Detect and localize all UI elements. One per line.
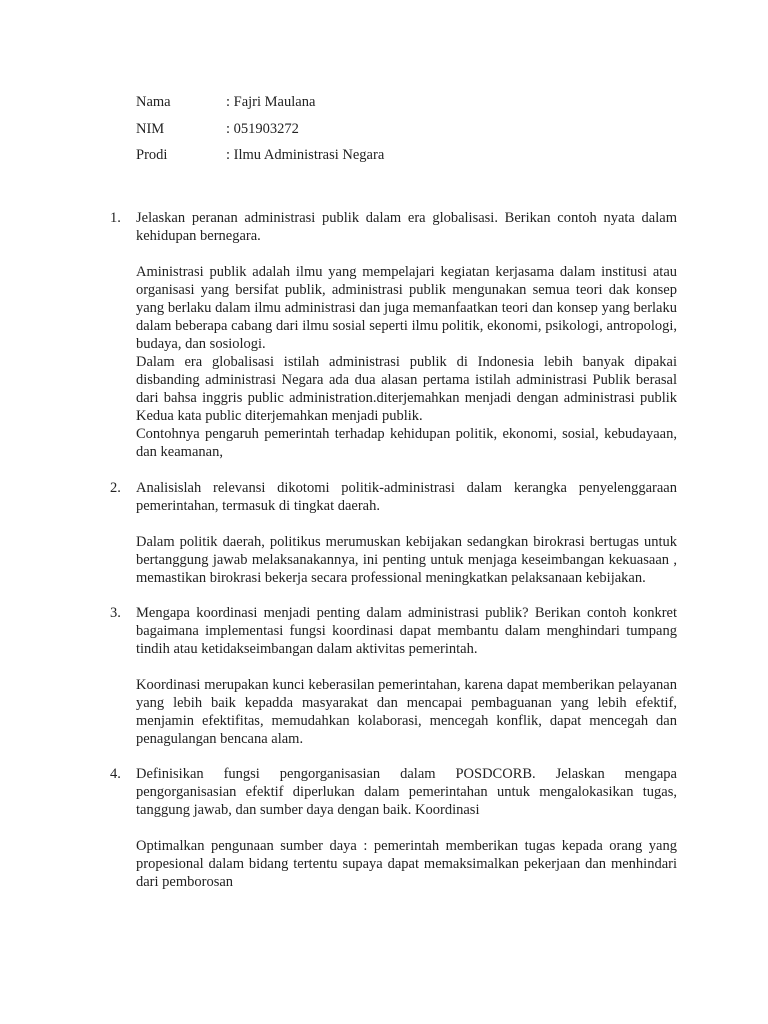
question-number: 2. (110, 480, 121, 496)
answer-paragraph: Contohnya pengaruh pemerintah terhadap kehidupan politik, ekonomi, sosial, kebudayaan, dan keamanan, (136, 426, 677, 460)
identity-row-prodi (136, 146, 384, 173)
question-item (110, 209, 677, 461)
question-number: 1. (110, 210, 121, 226)
question-text: Jelaskan peranan administrasi publik dalam era globalisasi. Berikan contoh nyata dalam kehidupan bernegara. (136, 210, 677, 244)
identity-value: : Fajri Maulana (226, 94, 316, 110)
answer-block (136, 533, 677, 587)
answer-paragraph: Aministrasi publik adalah ilmu yang mempelajari kegiatan kerjasama dalam institusi atau organisasi yang bersifat publik, administrasi publik mengunakan semua teori dak konsep yang berlaku dalam ilmu administrasi dan juga memanfaatkan teori dan konsep yang berlaku dalam beberapa cabang dari ilmu sosial seperti ilmu politik, ekonomi, psikologi, antropologi, budaya, dan sosiologi. (136, 264, 677, 352)
answer-paragraph: Dalam era globalisasi istilah administrasi publik di Indonesia lebih banyak dipakai disbanding administrasi Negara ada dua alasan pertama istilah administrasi Publik berasal dari bahsa inggris public administration.diterjemahkan menjadi dengan administrasi publik Kedua kata public diterjemahkan menjadi publik. (136, 354, 677, 424)
identity-label: Prodi (136, 147, 168, 163)
question-item (110, 479, 677, 587)
identity-value: : 051903272 (226, 120, 299, 137)
question-text: Analisislah relevansi dikotomi politik-administrasi dalam kerangka penyelenggaraan pemerintahan, termasuk di tingkat daerah. (136, 480, 677, 514)
question-number: 4. (110, 766, 121, 782)
identity-label: Nama (136, 94, 171, 110)
answer-paragraph: Dalam politik daerah, politikus merumuskan kebijakan sedangkan birokrasi bertugas untuk bertanggung jawab melaksanakannya, ini penting untuk menjaga keseimbangan kekuasaan , memastikan birokrasi bekerja secara professional meningkatkan pelaksanaan kebijakan. (136, 534, 677, 586)
answer-block (136, 837, 677, 891)
question-item (110, 604, 677, 748)
identity-value: : Ilmu Administrasi Negara (226, 147, 385, 163)
question-item (110, 765, 677, 891)
question-text: Definisikan fungsi pengorganisasian dalam POSDCORB. Jelaskan mengapa pengorganisasian efektif diperlukan dalam pemerintahan untuk mengalokasikan tugas, tanggung jawab, dan sumber daya dengan baik. Koordinasi (136, 766, 677, 818)
answer-paragraph: Optimalkan pengunaan sumber daya : pemerintah memberikan tugas kepada orang yang propesional dalam bidang tertentu supaya dapat memaksimalkan pekerjaan dan menhindari dari pemborosan (136, 838, 677, 890)
question-text: Mengapa koordinasi menjadi penting dalam administrasi publik? Berikan contoh konkret bagaimana implementasi fungsi koordinasi dapat membantu dalam menghindari tumpang tindih atau ketidakseimbangan dalam aktivitas pemerintah. (136, 605, 677, 657)
identity-row-nama (136, 93, 384, 120)
answer-paragraph: Koordinasi merupakan kunci keberasilan pemerintahan, karena dapat memberikan pelayanan yang lebih baik kepadda masyarakat dan mencapai pembaguanan yang lebih efektif, menjamin efektifitas, memudahkan kolaborasi, mencegah konflik, dapat mencegah dan penagulangan bencana alam. (136, 677, 677, 747)
answer-block (136, 676, 677, 748)
identity-label: NIM (136, 120, 165, 137)
answer-block (136, 263, 677, 461)
identity-row-nim (136, 120, 384, 147)
question-list (110, 209, 677, 891)
question-number: 3. (110, 605, 121, 621)
identity-block (136, 93, 384, 173)
